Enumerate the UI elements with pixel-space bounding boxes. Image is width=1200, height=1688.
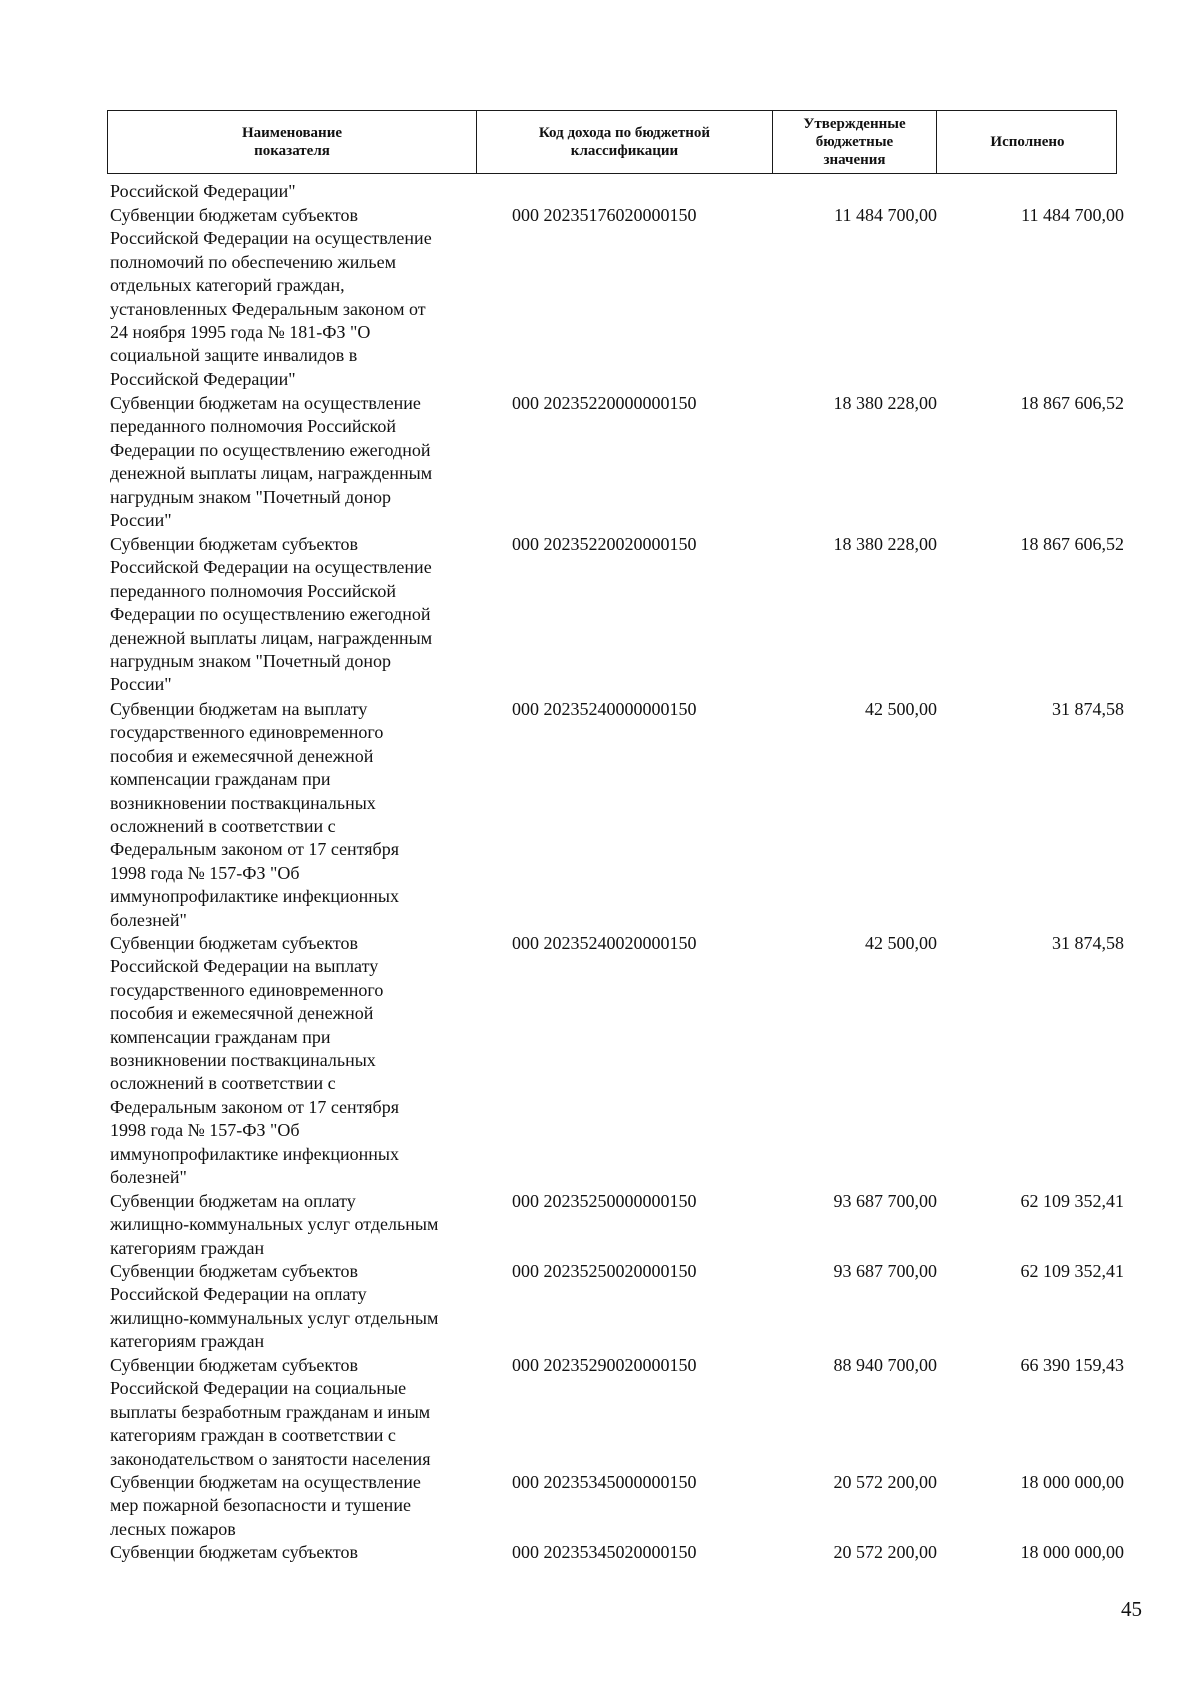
row-executed: 18 867 606,52 [1020,534,1124,554]
header-indicator-name: Наименование показателя [108,111,477,173]
row-name: Субвенции бюджетам субъектов Российской Федерации на осуществление полномочий по обеспечению жильем отдельных категорий граждан, установленных Федеральным законом от 24 ноября 1995 года № 181-ФЗ "О социальной защите инвалидов в Российской Федерации" [110,205,432,389]
header-executed: Исполнено [990,134,1065,150]
row-executed: 18 000 000,00 [1020,1542,1124,1562]
row-code: 000 20235240020000150 [512,933,697,953]
table-header [107,110,1117,174]
row-executed: 18 867 606,52 [1020,393,1124,413]
row-code: 000 20235290020000150 [512,1355,697,1375]
row-approved: 93 687 700,00 [833,1261,937,1281]
row-code: 000 20235220020000150 [512,534,697,554]
row-name: Субвенции бюджетам субъектов Российской Федерации на осуществление переданного полномочия Российской Федерации по осуществлению ежегодной денежной выплаты лицам, награжденным нагрудным знаком "Почетный донор России" [110,534,433,695]
row-code: 000 20235345000000150 [512,1472,697,1492]
row-executed: 66 390 159,43 [1020,1355,1124,1375]
row-executed: 11 484 700,00 [1021,205,1124,225]
row-code: 000 20235345020000150 [512,1542,697,1562]
row-code: 000 20235250000000150 [512,1191,697,1211]
row-approved: 42 500,00 [865,933,937,953]
row-name: Субвенции бюджетам субъектов [110,1542,359,1562]
row-approved: 20 572 200,00 [833,1472,937,1492]
row-name: Субвенции бюджетам на осуществление мер пожарной безопасности и тушение лесных пожаров [110,1472,421,1539]
row-code: 000 20235250020000150 [512,1261,697,1281]
row-name: Субвенции бюджетам субъектов Российской Федерации на социальные выплаты безработным гражданам и иным категориям граждан в соответствии с законодательством о занятости населения [110,1355,431,1469]
page-number: 45 [1121,1597,1142,1621]
row-name: Субвенции бюджетам субъектов Российской Федерации на выплату государственного единовременного пособия и ежемесячной денежной компенсации гражданам при возникновении поствакцинальных осложнений в соответствии с Федеральным законом от 17 сентября 1998 года № 157-ФЗ "Об иммунопрофилактике инфекционных болезней" [110,933,400,1188]
row-approved: 11 484 700,00 [834,205,937,225]
row-code: 000 20235240000000150 [512,699,697,719]
row-executed: 62 109 352,41 [1020,1261,1124,1281]
row-code: 000 20235176020000150 [512,205,697,225]
header-income-code: Код дохода по бюджетной классификации [477,111,773,173]
row-approved: 93 687 700,00 [833,1191,937,1211]
row-executed: 31 874,58 [1052,933,1124,953]
row-name: Российской Федерации" [110,181,296,201]
row-executed: 31 874,58 [1052,699,1124,719]
row-name: Субвенции бюджетам на выплату государственного единовременного пособия и ежемесячной денежной компенсации гражданам при возникновении поствакцинальных осложнений в соответствии с Федеральным законом от 17 сентября 1998 года № 157-ФЗ "Об иммунопрофилактике инфекционных болезней" [110,699,400,930]
row-code: 000 20235220000000150 [512,393,697,413]
header-approved-values: Утвержденные бюджетные значения [773,111,937,173]
row-name: Субвенции бюджетам на осуществление переданного полномочия Российской Федерации по осуществлению ежегодной денежной выплаты лицам, награжденным нагрудным знаком "Почетный донор России" [110,393,433,531]
row-approved: 20 572 200,00 [833,1542,937,1562]
row-approved: 88 940 700,00 [833,1355,937,1375]
row-name: Субвенции бюджетам субъектов Российской Федерации на оплату жилищно-коммунальных услуг отдельным категориям граждан [110,1261,439,1352]
row-executed: 62 109 352,41 [1020,1191,1124,1211]
row-approved: 18 380 228,00 [833,534,937,554]
row-approved: 18 380 228,00 [833,393,937,413]
row-executed: 18 000 000,00 [1020,1472,1124,1492]
row-name: Субвенции бюджетам на оплату жилищно-коммунальных услуг отдельным категориям граждан [110,1191,439,1258]
row-approved: 42 500,00 [865,699,937,719]
